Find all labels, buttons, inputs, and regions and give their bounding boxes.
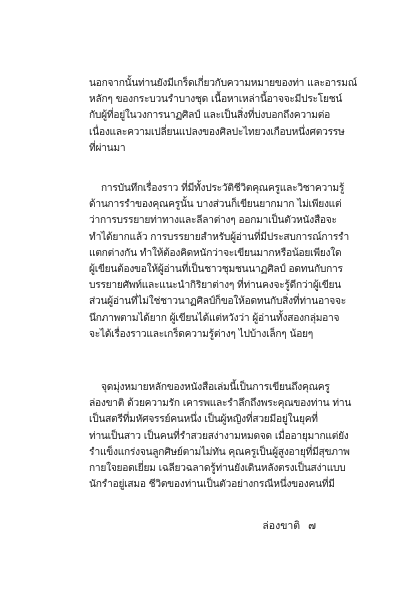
text-line: เป็นสตรีที่มหัศจรรย์คนหนึ่ง เป็นผู้หญิงที่สวยมีอยู่ในยุคที่ [89,414,318,426]
text-line: ผู้เขียนต้องขอให้ผู้อ่านที่เป็นชาวชุมชนนาฏศิลป์ อดทนกับการ [89,263,343,275]
page-footer [262,517,316,534]
running-title: ล่องขาติ [262,520,301,532]
text-line: กับผู้ที่อยู่ในวงการนาฏศิลป์ และเป็นสิ่งที่บ่งบอกถึงความต่อ [89,110,330,122]
text-line: ว่าการบรรยายท่าทางและลีลาต่างๆ ออกมาเป็นตัวหนังสือจะ [89,215,337,227]
text-line: ด้านการรำของคุณครูนั้น บางส่วนก็เขียนยากมาก ไม่เพียงแต่ [89,199,342,211]
text-line: นักรำอยู่เสมอ ชีวิตของท่านเป็นตัวอย่างกรณีหนึ่งของคนที่มี [89,479,335,491]
text-line: แตกต่างกัน ทำให้ต้องคิดหนักว่าจะเขียนมากหรือน้อยเพียงใด [89,247,342,259]
text-line: เนื่องและความเปลี่ยนแปลงของศิลปะไทยวงเกือบหนึ่งศตวรรษ [89,126,345,138]
paragraph-1 [89,76,357,157]
text-line: จะได้เรื่องราวและเกร็ดความรู้ต่างๆ ไปบ้างเล็กๆ น้อยๆ [89,328,314,340]
text-line: นอกจากนั้นท่านยังมีเกร็ดเกี่ยวกับความหมายของท่า และอารมณ์ [89,78,357,89]
text-line: รำแข็งแกร่งจนลูกศิษย์ตามไม่ทัน คุณครูเป็นผู้สูงอายุที่มีสุขภาพ [89,446,350,458]
text-line: ทำได้ยากแล้ว การบรรยายสำหรับผู้อ่านที่มีประสบการณ์การรำ [89,231,349,243]
text-line: หลักๆ ของกระบวนรำบางชุด เนื้อหาเหล่านี้อาจจะมีประโยชน์ [89,94,343,106]
text-line: นึกภาพตามได้ยาก ผู้เขียนได้แต่หวังว่า ผู้อ่านทั้งสองกลุ่มอาจ [89,312,340,324]
text-line: ล่องขาติ ด้วยความรัก เคารพและรำลึกถึงพระคุณของท่าน ท่าน [89,398,352,410]
paragraph-3 [89,380,352,493]
text-line: ที่ผ่านมา [89,142,126,154]
paragraph-2 [89,181,349,343]
text-line: ท่านเป็นสาว เป็นคนที่รำสวยสง่างามหมดจด เมื่ออายุมากแต่ยัง [89,430,349,442]
text-line: กายใจยอดเยี่ยม เฉลียวฉลาดรู้ท่านยังเดินหลังตรงเป็นสง่าแบบ [89,462,346,474]
text-line: บรรยายศัพท์และแนะนำกิริยาต่างๆ ที่ท่านคงจะรู้ดีกว่าผู้เขียน [89,280,341,292]
text-line: การบันทึกเรื่องราว ที่มีทั้งประวัติชีวิตคุณครูและวิชาความรู้ [101,183,345,194]
text-line: จุดมุ่งหมายหลักของหนังสือเล่มนี้เป็นการเขียนถึงคุณครู [101,382,330,393]
text-line: ส่วนผู้อ่านที่ไม่ใช่ชาวนาฏศิลป์ก็ขอให้อดทนกับสิ่งที่ท่านอาจจะ [89,296,346,308]
page-number: ๗ [308,520,316,532]
